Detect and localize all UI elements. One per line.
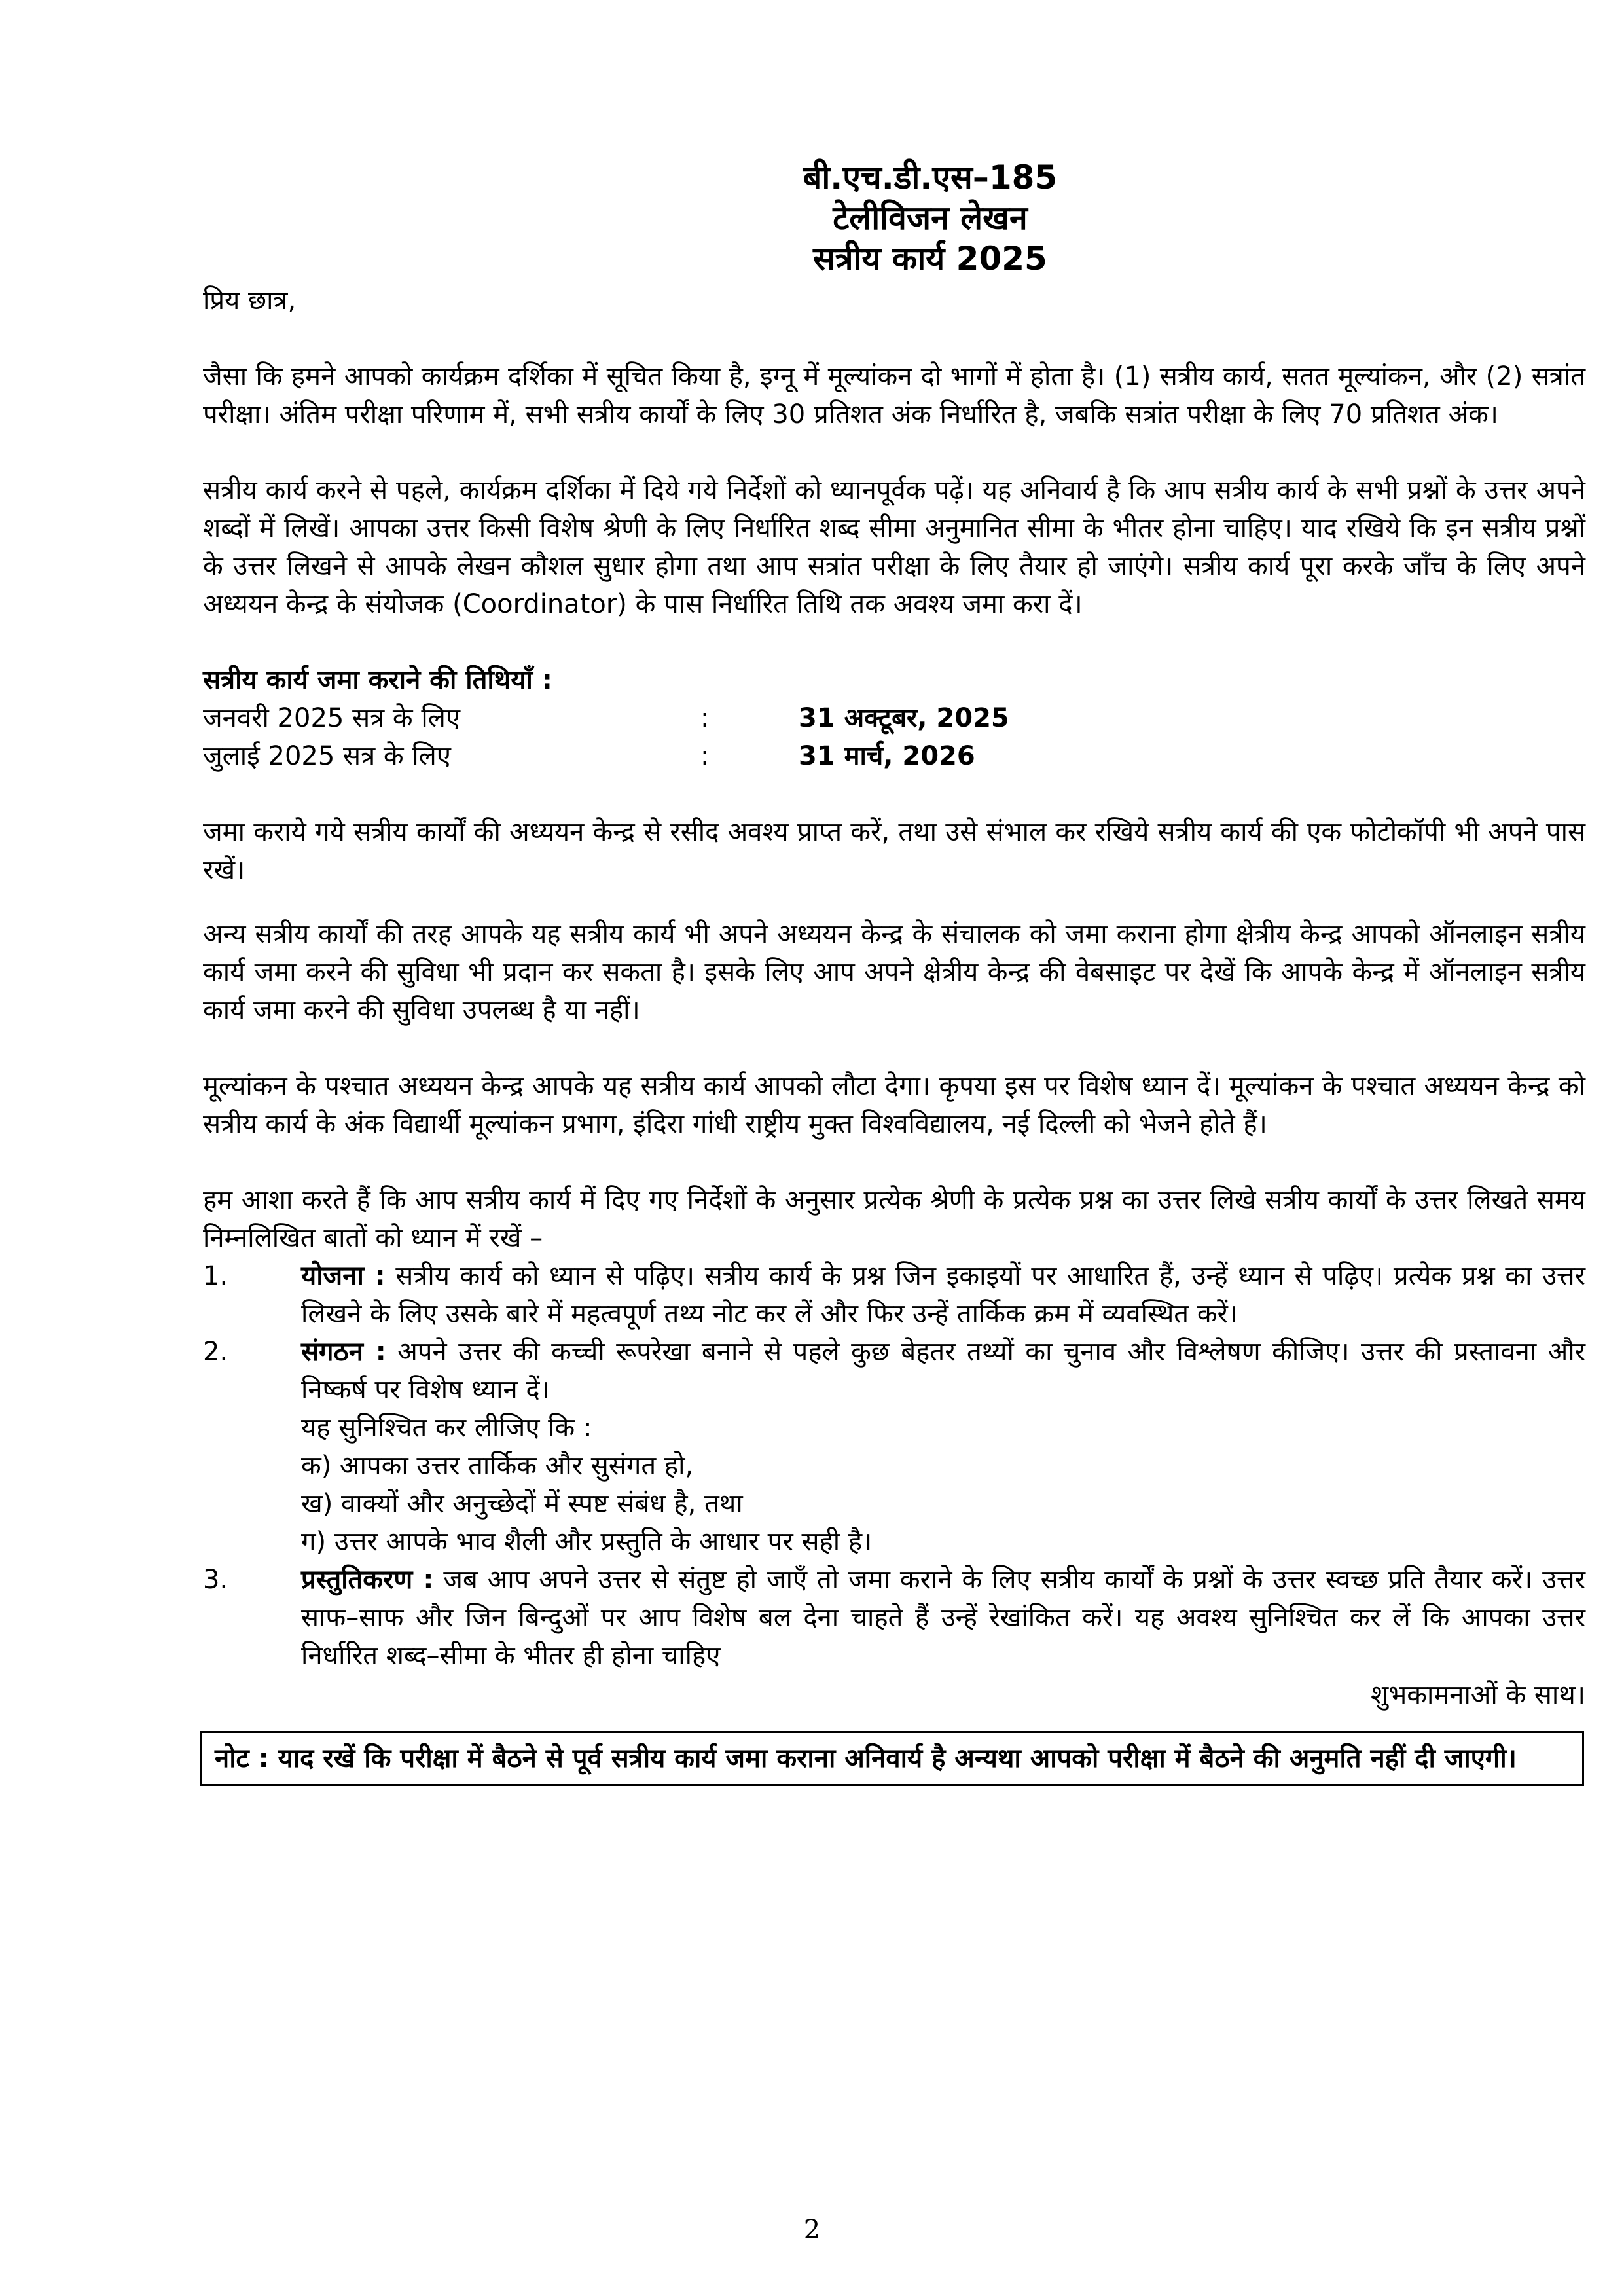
guideline-heading: योजना : xyxy=(301,1261,386,1291)
organization-check-item: क) आपका उत्तर तार्किक और सुसंगत हो, xyxy=(301,1451,694,1481)
title-block xyxy=(203,157,1585,279)
date-row-july xyxy=(203,737,1585,775)
guidelines-intro: हम आशा करते हैं कि आप सत्रीय कार्य में दिए गए निर्देशों के अनुसार प्रत्येक श्रेणी के प्रत्येक प्रश्न का उत्तर लिखे सत्रीय कार्यों के उत्तर लिखते समय निम्नलिखित बातों को ध्यान में रखें – xyxy=(203,1185,1585,1253)
document-page xyxy=(203,157,1585,1786)
organization-check-item: ग) उत्तर आपके भाव शैली और प्रस्तुति के आधार पर सही है। xyxy=(301,1527,873,1557)
guideline-item-presentation xyxy=(203,1561,1585,1675)
intro-paragraph: जैसा कि हमने आपको कार्यक्रम दर्शिका में सूचित किया है, इग्नू में मूल्यांकन दो भागों में होता है। (1) सत्रीय कार्य, सतत मूल्यांकन, और (2) सत्रांत परीक्षा। अंतिम परीक्षा परिणाम में, सभी सत्रीय कार्यों के लिए 30 प्रतिशत अंक निर्धारित है, जबकि सत्रांत परीक्षा के लिए 70 प्रतिशत अंक। xyxy=(203,361,1585,429)
instructions-paragraph: सत्रीय कार्य करने से पहले, कार्यक्रम दर्शिका में दिये गये निर्देशों को ध्यानपूर्वक पढ़ें। यह अनिवार्य है कि आप सत्रीय कार्य के सभी प्रश्नों के उत्तर अपने शब्दों में लिखें। आपका उत्तर किसी विशेष श्रेणी के लिए निर्धारित शब्द सीमा अनुमानित सीमा के भीतर होना चाहिए। याद रखिये कि इन सत्रीय प्रश्नों के उत्तर लिखने से आपके लेखन कौशल सुधार होगा तथा आप सत्रांत परीक्षा के लिए तैयार हो जाएंगे। सत्रीय कार्य पूरा करके जाँच के लिए अपने अध्ययन केन्द्र के संयोजक (Coordinator) के पास निर्धारित तिथि तक अवश्य जमा करा दें। xyxy=(203,475,1585,619)
evaluation-paragraph: मूल्यांकन के पश्चात अध्ययन केन्द्र आपके यह सत्रीय कार्य आपको लौटा देगा। कृपया इस पर विशेष ध्यान दें। मूल्यांकन के पश्चात अध्ययन केन्द्र को सत्रीय कार्य के अंक विद्यार्थी मूल्यांकन प्रभाग, इंदिरा गांधी राष्ट्रीय मुक्त विश्वविद्यालय, नई दिल्ली को भेजने होते हैं। xyxy=(203,1071,1585,1139)
guideline-heading: संगठन : xyxy=(301,1337,386,1367)
list-number: 2. xyxy=(203,1337,228,1367)
list-number: 3. xyxy=(203,1565,228,1595)
online-paragraph: अन्य सत्रीय कार्यों की तरह आपके यह सत्रीय कार्य भी अपने अध्ययन केन्द्र के संचालक को जमा कराना होगा क्षेत्रीय केन्द्र आपको ऑनलाइन सत्रीय कार्य जमा करने की सुविधा भी प्रदान कर सकता है। इसके लिए आप अपने क्षेत्रीय केन्द्र की वेबसाइट पर देखें कि आपके केन्द्र में ऑनलाइन सत्रीय कार्य जमा करने की सुविधा उपलब्ध है या नहीं। xyxy=(203,919,1585,1025)
organization-check-item: ख) वाक्यों और अनुच्छेदों में स्पष्ट संबंध है, तथा xyxy=(301,1489,743,1519)
date-session: जनवरी 2025 सत्र के लिए xyxy=(203,703,460,733)
guideline-item-organization xyxy=(203,1333,1585,1409)
closing-greeting: शुभकामनाओं के साथ। xyxy=(1370,1680,1585,1710)
course-code: बी.एच.डी.एस–185 xyxy=(803,158,1058,196)
date-session: जुलाई 2025 सत्र के लिए xyxy=(203,741,451,771)
date-separator: : xyxy=(700,741,710,771)
receipt-paragraph: जमा कराये गये सत्रीय कार्यों की अध्ययन केन्द्र से रसीद अवश्य प्राप्त करें, तथा उसे संभाल कर रखिये सत्रीय कार्य की एक फोटोकॉपी भी अपने पास रखें। xyxy=(203,817,1585,885)
assignment-title: सत्रीय कार्य 2025 xyxy=(813,240,1047,278)
date-separator: : xyxy=(700,703,710,733)
date-row-january xyxy=(203,699,1585,737)
date-value: 31 मार्च, 2026 xyxy=(799,741,975,771)
note-label: नोट : xyxy=(215,1743,278,1774)
salutation: प्रिय छात्र, xyxy=(203,285,297,316)
date-value: 31 अक्टूबर, 2025 xyxy=(799,703,1009,733)
submission-dates-heading: सत्रीय कार्य जमा कराने की तिथियाँ : xyxy=(203,665,552,695)
guideline-item-planning xyxy=(203,1257,1585,1333)
guideline-text: सत्रीय कार्य को ध्यान से पढ़िए। सत्रीय कार्य के प्रश्न जिन इकाइयों पर आधारित हैं, उन्हें ध्यान से पढ़िए। प्रत्येक प्रश्न का उत्तर लिखने के लिए उसके बारे में महत्वपूर्ण तथ्य नोट कर लें और फिर उन्हें तार्किक क्रम में व्यवस्थित करें। xyxy=(301,1261,1585,1329)
guideline-text: अपने उत्तर की कच्ची रूपरेखा बनाने से पहले कुछ बेहतर तथ्यों का चुनाव और विश्लेषण कीजिए। उत्तर की प्रस्तावना और निष्कर्ष पर विशेष ध्यान दें। xyxy=(301,1337,1586,1405)
guideline-heading: प्रस्तुतिकरण : xyxy=(301,1565,434,1595)
page-number: 2 xyxy=(803,2215,821,2245)
note-box xyxy=(200,1731,1584,1786)
guideline-text: जब आप अपने उत्तर से संतुष्ट हो जाएँ तो जमा कराने के लिए सत्रीय कार्यों के प्रश्नों के उत्तर स्वच्छ प्रति तैयार करें। उत्तर साफ–साफ और जिन बिन्दुओं पर आप विशेष बल देना चाहते हैं उन्हें रेखांकित करें। यह अवश्य सुनिश्चित कर लें कि आपका उत्तर निर्धारित शब्द–सीमा के भीतर ही होना चाहिए xyxy=(301,1565,1585,1671)
note-text: याद रखें कि परीक्षा में बैठने से पूर्व सत्रीय कार्य जमा कराना अनिवार्य है अन्यथा आपको परीक्षा में बैठने की अनुमति नहीं दी जाएगी। xyxy=(278,1743,1517,1774)
organization-checks-intro: यह सुनिश्चित कर लीजिए कि : xyxy=(301,1413,592,1443)
course-title: टेलीविजन लेखन xyxy=(833,199,1028,237)
list-number: 1. xyxy=(203,1261,228,1291)
